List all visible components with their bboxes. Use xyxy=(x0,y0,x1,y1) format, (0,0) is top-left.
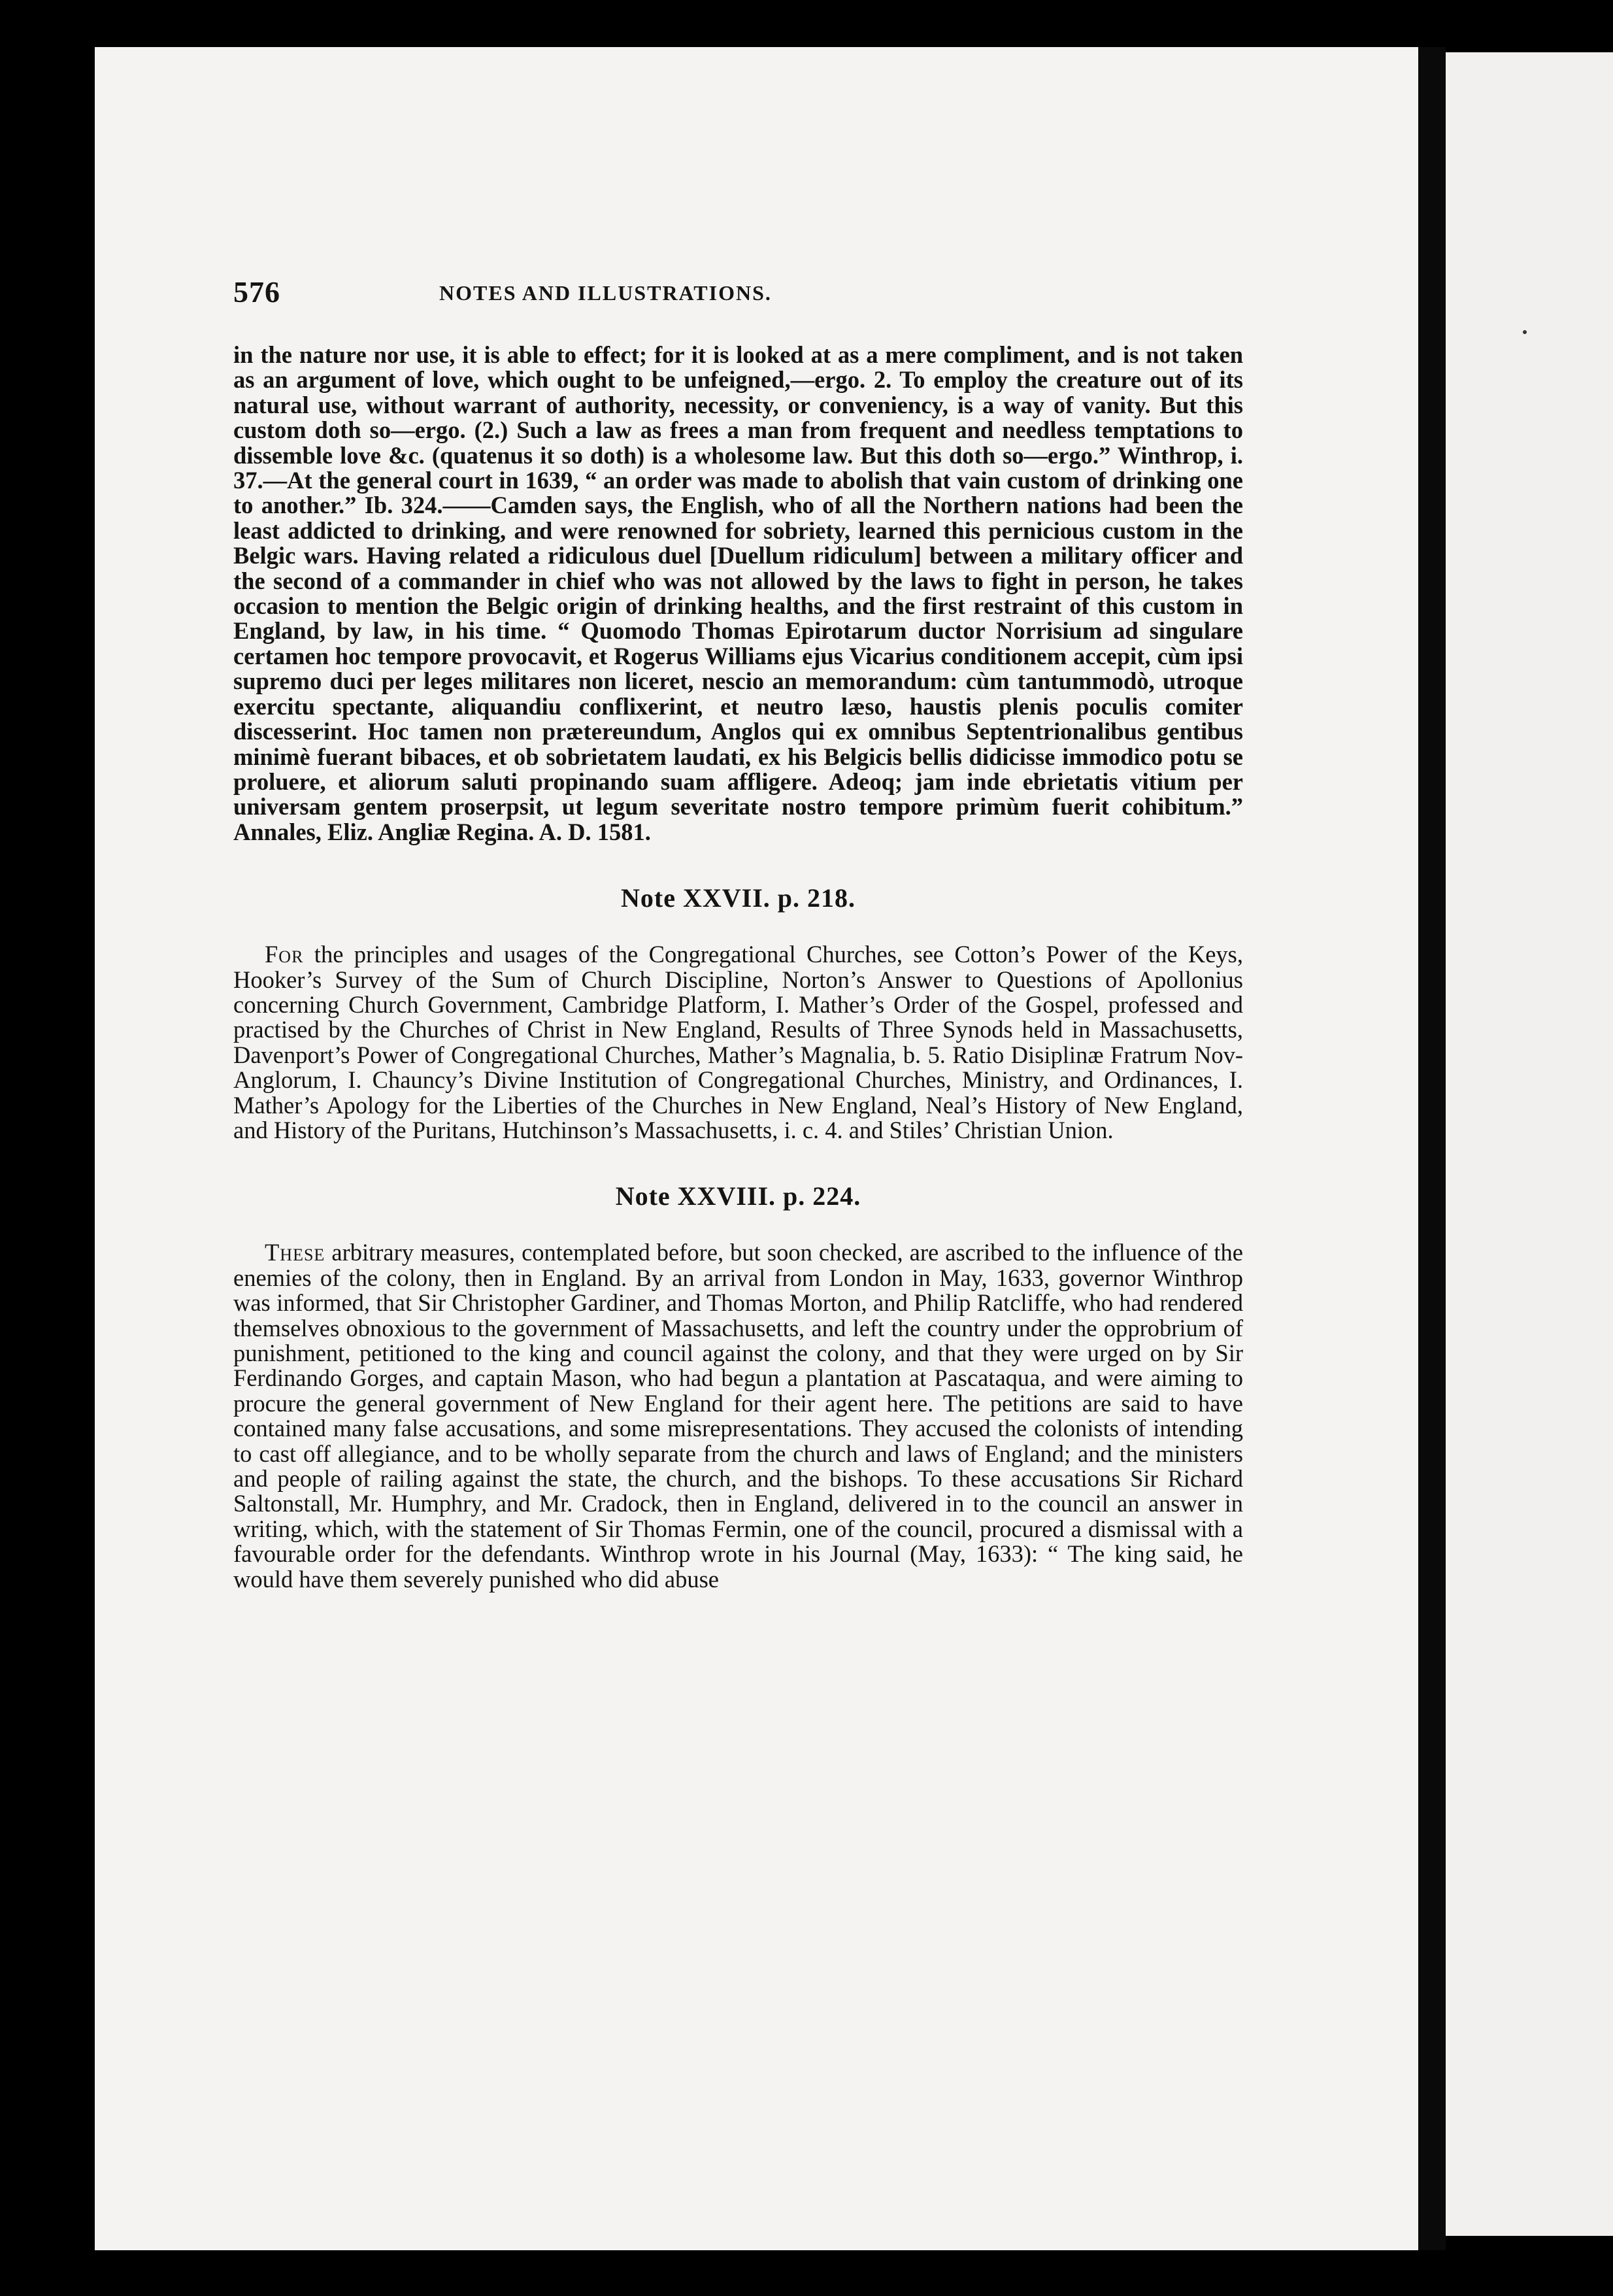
note-xxvii-body: the principles and usages of the Congregational Churches, see Cotton’s Power of the Keys, Hooker’s Survey of the Sum of Church Discipline, Norton’s Answer to Questions of Apollonius concerning Church Government, Cambridge Platform, I. Mather’s Order of the Gospel, professed and practised by the Churches of Christ in New England, Results of Three Synods held in Massachusetts, Davenport’s Power of Congregational Churches, Mather’s Magnalia, b. 5. Ratio Disiplinæ Fratrum Nov-Anglorum, I. Chauncy’s Divine Institution of Congregational Churches, Ministry, and Ordinances, I. Mather’s Apology for the Liberties of the Churches in New England, Neal’s History of New England, and History of the Puritans, Hutchinson’s Massachusetts, i. c. 4. and Stiles’ Christian Union. xyxy=(233,941,1243,1143)
page-number: 576 xyxy=(233,275,280,309)
page-gutter-shadow xyxy=(1418,47,1446,2250)
page-header xyxy=(233,275,1243,314)
adjacent-page-edge xyxy=(1446,52,1613,2236)
note-xxviii-lead-in: These xyxy=(265,1239,325,1266)
page-text-area xyxy=(233,275,1243,1592)
continued-paragraph: in the nature nor use, it is able to effect; for it is looked at as a mere compliment, and is not taken as an argument of love, which ought to be unfeigned,—ergo. 2. To employ the creature out of its natural use, without warrant of authority, necessity, or conveniency, is a way of vanity. But this custom doth so—ergo. (2.) Such a law as frees a man from frequent and needless temptations to dissemble love &c. (quatenus it so doth) is a wholesome law. But this doth so—ergo.” Winthrop, i. 37.—At the general court in 1639, “ an order was made to abolish that vain custom of drinking one to another.” Ib. 324.——Camden says, the English, who of all the Northern nations had been the least addicted to drinking, and were renowned for sobriety, learned this pernicious custom in the Belgic wars. Having related a ridiculous duel [Duellum ridiculum] between a military officer and the second of a commander in chief who was not allowed by the laws to fight in person, he takes occasion to mention the Belgic origin of drinking healths, and the first restraint of this custom in England, by law, in his time. “ Quomodo Thomas Epirotarum ductor Norrisium ad singulare certamen hoc tempore provocavit, et Rogerus Williams ejus Vicarius conditionem accepit, cùm ipsi supremo duci per leges militares non liceret, nescio an memorandum: cùm tantummodò, utroque exercitu spectante, aliquandiu conflixerint, et neutro læso, haustis plenis poculis comiter discesserint. Hoc tamen non prætereundum, Anglos qui ex omnibus Septentrionalibus gentibus minimè fuerant bibaces, et ob sobrietatem laudati, ex his Belgicis bellis didicisse immodico potu se proluere, et aliorum saluti propinando suam affligere. Adeoq; jam inde ebrietatis vitium per universam gentem proserpsit, ut legum severitate nostro tempore primùm fuerit cohibitum.” Annales, Eliz. Angliæ Regina. A. D. 1581. xyxy=(233,341,1243,845)
note-xxviii-body: arbitrary measures, contemplated before, but soon checked, are ascribed to the influence of the enemies of the colony, then in England. By an arrival from London in May, 1633, governor Winthrop was informed, that Sir Christopher Gardiner, and Thomas Morton, and Philip Ratcliffe, who had rendered themselves obnoxious to the government of Massachusetts, and left the country under the opprobrium of punishment, petitioned to the king and council against the colony, and that they were urged on by Sir Ferdinando Gorges, and captain Mason, who had begun a plantation at Pascataqua, and were aiming to procure the general government of New England for their agent here. The petitions are said to have contained many false accusations, and some misrepresentations. They accused the colonists of intending to cast off allegiance, and to be wholly separate from the church and laws of England; and the ministers and people of railing against the state, the church, and the bishops. To these accusations Sir Richard Saltonstall, Mr. Humphry, and Mr. Cradock, then in England, delivered in to the council an answer in writing, which, with the statement of Sir Thomas Fermin, one of the council, procured a dismissal with a favourable order for the defendants. Winthrop wrote in his Journal (May, 1633): “ The king said, he would have them severely punished who did abuse xyxy=(233,1239,1243,1593)
note-xxvii-paragraph xyxy=(233,942,1243,1143)
note-heading-xxviii: Note XXVIII. p. 224. xyxy=(615,1181,861,1211)
ink-speck xyxy=(1523,330,1527,334)
note-xxviii-paragraph xyxy=(233,1240,1243,1592)
note-heading-xxvii: Note XXVII. p. 218. xyxy=(621,883,856,913)
running-head: NOTES AND ILLUSTRATIONS. xyxy=(439,281,772,305)
note-xxvii-lead-in: For xyxy=(265,941,304,968)
